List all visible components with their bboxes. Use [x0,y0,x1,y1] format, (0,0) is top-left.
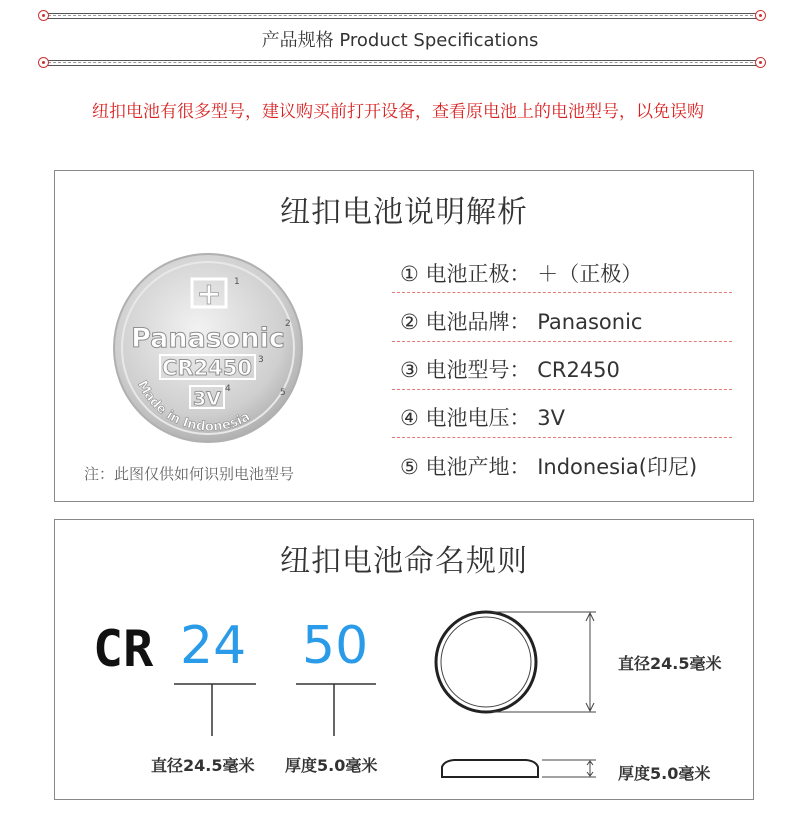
coin-marker-5: 5 [280,388,286,398]
header-bottom-rule [48,60,758,66]
coin-outline-outer [436,612,536,712]
spec-row-model [400,354,620,384]
coin-side-view [442,760,538,777]
spec-value: Indonesia(印尼) [537,455,698,479]
spec-label: 电池电压： [425,406,531,430]
naming-box-title: 纽扣电池命名规则 [280,544,528,579]
header-top-right-dot [755,10,766,21]
coin-origin-prefix: Made in [134,378,183,428]
coin-brand: Panasonic [131,323,285,354]
coin-marker-3: 3 [258,355,264,365]
spec-value: Panasonic [537,310,643,334]
coin-marker-1: 1 [234,277,240,287]
spec-row-origin [400,451,697,481]
spec-label: 电池产地： [425,455,531,479]
spec-value: ＋（正极） [537,262,643,286]
coin-plus-sign: + [196,277,222,312]
spec-divider [392,292,732,293]
spec-label: 电池型号： [425,358,531,382]
spec-label: 电池品牌： [425,310,531,334]
caption-thickness: 厚度5.0毫米 [285,756,378,775]
coin-model: CR2450 [161,356,253,380]
naming-prefix: CR [93,620,154,678]
coin-marker-2: 2 [285,319,291,329]
spec-title: 产品规格 Product Specifications [261,30,539,51]
diameter-label: 直径24.5毫米 [618,654,722,673]
coin-marker-4: 4 [225,384,231,394]
header-bottom-right-dot [755,57,766,68]
coin-voltage: 3V [193,388,221,410]
coin-dimension-diagram [430,605,610,790]
spec-value: CR2450 [537,358,620,382]
header-top-rule [48,13,758,19]
warning-notice: 纽扣电池有很多型号，建议购买前打开设备，查看原电池上的电池型号，以免误购 [92,102,704,122]
spec-num: ④ [400,406,419,430]
spec-num: ② [400,310,419,334]
thickness-label: 厚度5.0毫米 [618,764,711,783]
coin-outline-inner [441,617,531,707]
spec-divider [392,437,732,438]
spec-row-positive [400,258,642,288]
spec-label: 电池正极： [425,262,531,286]
naming-part-thickness: 50 [302,616,369,676]
explain-note: 注：此图仅供如何识别电池型号 [84,465,295,483]
coin-origin: Indonesia [180,409,253,435]
header-top-left-dot [38,10,49,21]
spec-row-brand [400,306,642,336]
spec-num: ③ [400,358,419,382]
explain-box-title: 纽扣电池说明解析 [280,195,528,230]
spec-row-voltage [400,402,565,432]
spec-num: ① [400,262,419,286]
spec-divider [392,389,732,390]
spec-divider [392,341,732,342]
naming-part-diameter: 24 [180,616,247,676]
spec-value: 3V [537,406,565,430]
caption-diameter: 直径24.5毫米 [151,756,255,775]
header-bottom-left-dot [38,57,49,68]
naming-brackets [160,678,390,740]
coin-battery-illustration [112,252,304,444]
spec-num: ⑤ [400,455,419,479]
